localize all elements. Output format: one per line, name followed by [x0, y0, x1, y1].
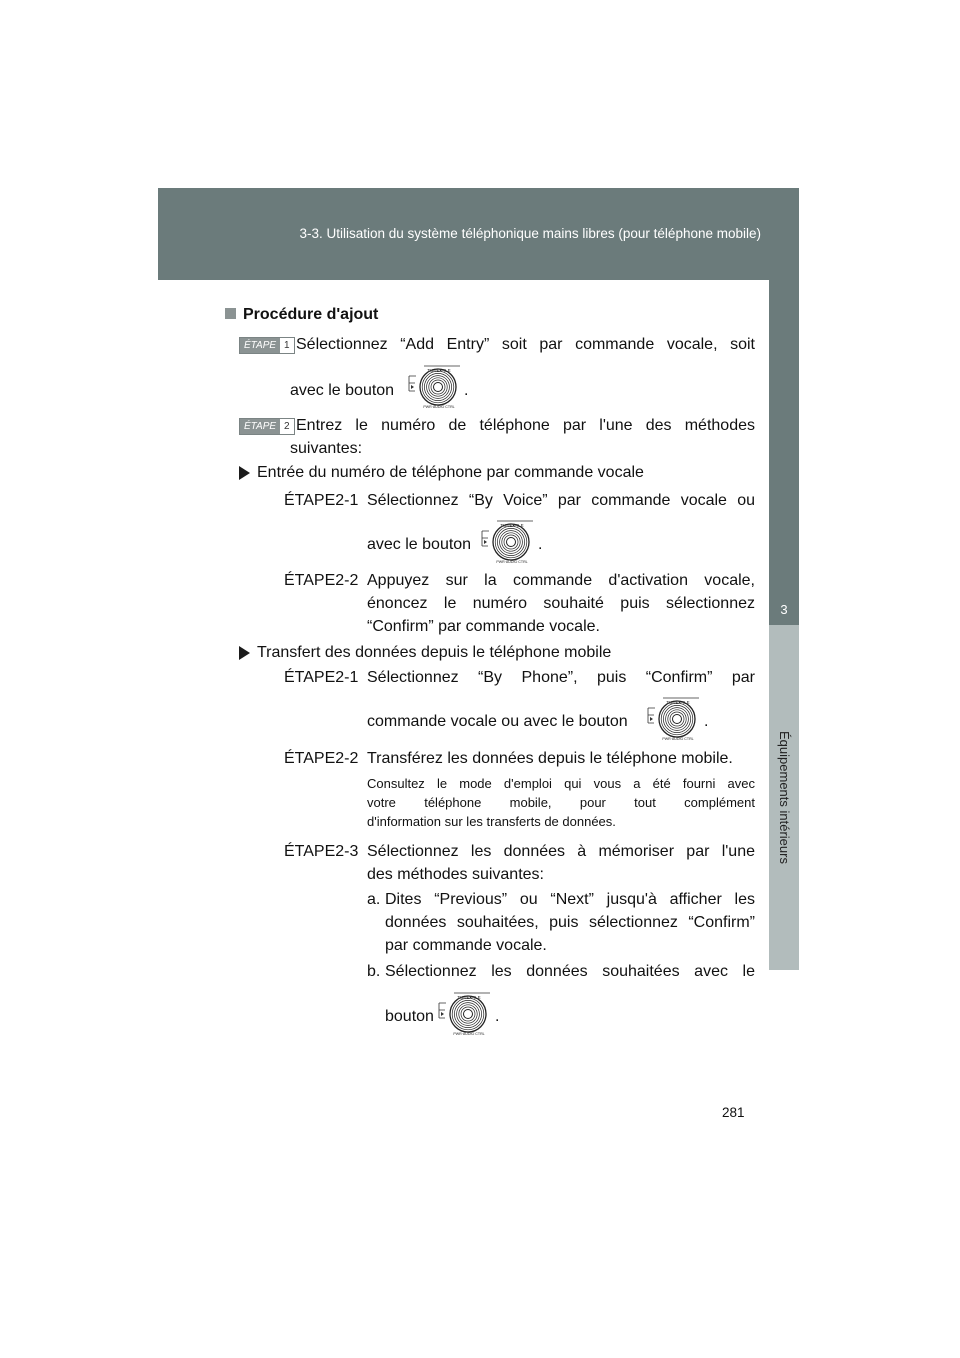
step-label: ÉTAPE2-1	[284, 669, 359, 686]
chapter-label: Équipements intérieurs	[776, 731, 792, 864]
step1-line2: avec le bouton	[290, 382, 395, 399]
step-label: ÉTAPE2-2	[284, 572, 359, 589]
side-tab-number-area	[769, 280, 799, 625]
phone-s23-line1: Sélectionnez les données à mémoriser par l'une	[367, 843, 755, 860]
phone-s23-line2: des méthodes suivantes:	[367, 866, 544, 883]
phone-s21-line2: commande vocale ou avec le bouton	[367, 713, 628, 730]
svg-text:PWR·AUDIO CTRL: PWR·AUDIO CTRL	[453, 1032, 485, 1036]
tune-file-knob-icon	[645, 695, 701, 741]
period: .	[495, 1008, 500, 1025]
voice-s21-line1: Sélectionnez “By Voice” par commande vocale ou	[367, 492, 755, 509]
side-tab-label-area	[769, 625, 799, 970]
tune-file-knob-icon	[436, 990, 492, 1036]
page-number: 281	[722, 1105, 745, 1120]
square-bullet-icon	[225, 308, 236, 319]
list-marker-a: a.	[367, 891, 381, 908]
note-line2: votre téléphone mobile, pour tout complément	[367, 795, 755, 810]
note-line3: d'information sur les transferts de données.	[367, 814, 616, 829]
step1-line1: Sélectionnez “Add Entry” soit par commande vocale, soit	[296, 336, 755, 353]
voice-s22-line3: “Confirm” par commande vocale.	[367, 618, 600, 635]
option-a-line1: Dites “Previous” ou “Next” jusqu'à afficher les	[385, 891, 755, 908]
step-label: ÉTAPE2-1	[284, 492, 359, 509]
arrow-bullet-icon	[239, 646, 250, 660]
step-badge-1: ÉTAPE 1	[239, 337, 295, 354]
option-b-line2: bouton	[385, 1008, 434, 1025]
arrow-bullet-icon	[239, 466, 250, 480]
voice-s22-line2: énoncez le numéro souhaité puis sélectionnez	[367, 595, 755, 612]
phone-s22-line1: Transférez les données depuis le téléphone mobile.	[367, 750, 733, 767]
svg-text:TUNE•FILE: TUNE•FILE	[427, 368, 451, 373]
svg-text:TUNE•FILE: TUNE•FILE	[457, 995, 481, 1000]
step-label: ÉTAPE2-3	[284, 843, 359, 860]
chapter-header	[158, 188, 799, 280]
step2-line2: suivantes:	[290, 440, 363, 457]
tune-file-knob-icon	[406, 363, 462, 409]
section-title: Procédure d'ajout	[225, 304, 378, 326]
voice-s22-line1: Appuyez sur la commande d'activation vocale,	[367, 572, 755, 589]
option-b-line1: Sélectionnez les données souhaitées avec le	[385, 963, 755, 980]
svg-text:PWR·AUDIO CTRL: PWR·AUDIO CTRL	[662, 737, 694, 741]
step2-line1: Entrez le numéro de téléphone par l'une des méthodes	[296, 417, 755, 434]
period: .	[538, 536, 543, 553]
tune-file-knob-icon	[479, 518, 535, 564]
period: .	[464, 382, 469, 399]
svg-text:TUNE•FILE: TUNE•FILE	[500, 523, 524, 528]
list-marker-b: b.	[367, 963, 381, 980]
phone-s21-line1: Sélectionnez “By Phone”, puis “Confirm” par	[367, 669, 755, 686]
method-voice-title: Entrée du numéro de téléphone par commande vocale	[257, 464, 644, 481]
period: .	[704, 713, 709, 730]
chapter-number: 3	[780, 602, 788, 617]
note-line1: Consultez le mode d'emploi qui vous a été fourni avec	[367, 776, 755, 791]
step-label: ÉTAPE2-2	[284, 750, 359, 767]
step-badge-2: ÉTAPE 2	[239, 418, 295, 435]
svg-text:PWR·AUDIO CTRL: PWR·AUDIO CTRL	[496, 560, 528, 564]
chapter-header-title: 3-3. Utilisation du système téléphonique mains libres (pour téléphone mobile)	[299, 226, 761, 241]
svg-text:TUNE•FILE: TUNE•FILE	[666, 700, 690, 705]
voice-s21-line2: avec le bouton	[367, 536, 472, 553]
option-a-line2: données souhaitées, puis sélectionnez “Confirm”	[385, 914, 755, 931]
svg-text:PWR·AUDIO CTRL: PWR·AUDIO CTRL	[423, 405, 455, 409]
method-phone-title: Transfert des données depuis le téléphone mobile	[257, 644, 612, 661]
option-a-line3: par commande vocale.	[385, 937, 547, 954]
